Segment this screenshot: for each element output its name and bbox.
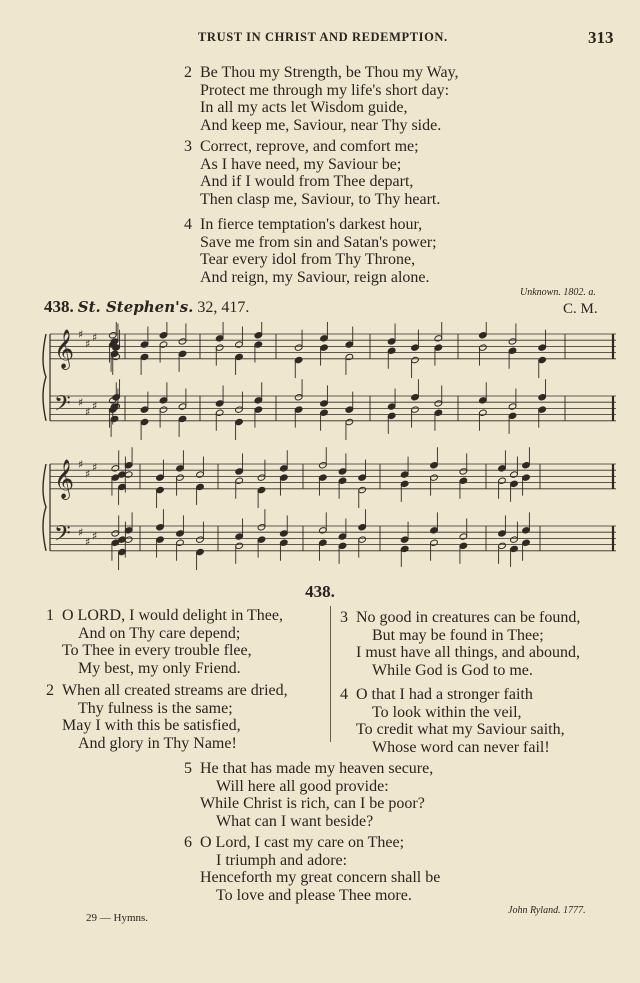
stanza-number: 3 xyxy=(340,609,348,626)
sharp-sign: ♯ xyxy=(92,331,98,345)
verse-line: In fierce temptation's darkest hour, xyxy=(200,216,423,233)
verse-line: When all created streams are dried, xyxy=(62,682,288,699)
previous-hymn-attribution: Unknown. 1802. a. xyxy=(520,287,596,298)
sharp-sign: ♯ xyxy=(92,399,98,413)
printer-signature: 29 — Hymns. xyxy=(86,912,149,924)
stanza-number: 1 xyxy=(46,607,54,624)
stanza-2 xyxy=(184,64,459,134)
verse-line: Tear every idol from Thy Throne, xyxy=(200,251,416,268)
stanza-number: 3 xyxy=(184,138,192,155)
verse-line: Henceforth my great concern shall be xyxy=(200,869,441,886)
column-divider xyxy=(330,606,331,742)
verse-line: To look within the veil, xyxy=(372,703,522,721)
running-head xyxy=(0,28,640,48)
verse-line: Whose word can never fail! xyxy=(372,738,550,756)
bass-clef: 𝄢 xyxy=(54,521,71,552)
verse-line: To Thee in every trouble flee, xyxy=(62,642,252,659)
tune-name: St. Stephen's. xyxy=(77,298,194,316)
hymn-attribution: John Ryland. 1777. xyxy=(508,905,586,916)
stanza-number: 6 xyxy=(184,834,192,851)
sharp-sign: ♯ xyxy=(85,467,91,481)
verse-line: O that I had a stronger faith xyxy=(356,686,533,703)
verse-line: I triumph and adore: xyxy=(216,851,348,869)
verse-line: Be Thou my Strength, be Thou my Way, xyxy=(200,64,459,81)
stanza-2-hymn xyxy=(46,682,288,752)
verse-line: Thy fulness is the same; xyxy=(78,699,233,717)
verse-line: Protect me through my life's short day: xyxy=(200,81,450,99)
brace xyxy=(43,334,46,421)
verse-line: He that has made my heaven secure, xyxy=(200,760,434,777)
verse-line: O Lord, I cast my care on Thee; xyxy=(200,834,405,851)
verse-line: Save me from sin and Satan's power; xyxy=(200,233,437,251)
stanza-number: 4 xyxy=(184,216,192,233)
verse-line: My best, my only Friend. xyxy=(78,659,241,677)
hymn-number: 438. xyxy=(305,582,335,601)
verse-line: And if I would from Thee depart, xyxy=(200,173,414,190)
verse-line: And glory in Thy Name! xyxy=(78,734,237,752)
stanza-3-hymn xyxy=(340,609,580,679)
stanza-number: 4 xyxy=(340,686,348,703)
stanza-number: 2 xyxy=(46,682,54,699)
verse-line: What can I want beside? xyxy=(216,812,374,830)
verse-line: To credit what my Saviour saith, xyxy=(356,721,565,738)
stanza-4 xyxy=(184,216,437,286)
verse-line: And keep me, Saviour, near Thy side. xyxy=(200,116,442,134)
verse-line: But may be found in Thee; xyxy=(372,626,544,644)
brace xyxy=(43,464,46,551)
stanza-6 xyxy=(184,834,440,904)
stanza-number: 2 xyxy=(184,64,192,81)
verse-line: And on Thy care depend; xyxy=(78,624,241,642)
verse-line: May I with this be satisfied, xyxy=(62,717,241,734)
treble-clef: 𝄞 xyxy=(54,329,75,370)
sharp-sign: ♯ xyxy=(78,328,84,341)
verse-line: No good in creatures can be found, xyxy=(356,609,581,626)
verse-line: Then clasp me, Saviour, to Thy heart. xyxy=(200,190,441,208)
verse-line: In all my acts let Wisdom guide, xyxy=(200,99,408,116)
verse-line: To love and please Thee more. xyxy=(216,886,412,904)
sharp-sign: ♯ xyxy=(78,458,84,471)
bass-clef: 𝄢 xyxy=(54,391,71,422)
sharp-sign: ♯ xyxy=(85,337,91,351)
running-title: TRUST IN CHRIST AND REDEMPTION. xyxy=(198,30,448,44)
tune-refs: 32, 417. xyxy=(197,299,250,316)
sharp-sign: ♯ xyxy=(92,461,98,475)
stanza-5 xyxy=(184,760,433,830)
verse-line: I must have all things, and abound, xyxy=(356,644,580,661)
stanza-4-hymn xyxy=(340,686,565,756)
treble-clef: 𝄞 xyxy=(54,459,75,500)
verse-line: While Christ is rich, can I be poor? xyxy=(200,795,425,812)
sharp-sign: ♯ xyxy=(92,529,98,543)
verse-line: Correct, reprove, and comfort me; xyxy=(200,138,419,155)
stanza-1 xyxy=(46,607,283,677)
verse-line: Will here all good provide: xyxy=(216,777,389,795)
verse-line: While God is God to me. xyxy=(372,661,533,679)
stanza-3 xyxy=(184,138,440,208)
sharp-sign: ♯ xyxy=(85,535,91,549)
verse-line: As I have need, my Saviour be; xyxy=(200,155,402,173)
page-number: 313 xyxy=(588,28,614,47)
tune-heading xyxy=(44,297,249,317)
tune-number: 438. xyxy=(44,297,74,316)
sharp-sign: ♯ xyxy=(78,396,84,410)
verse-line: O LORD, I would delight in Thee, xyxy=(62,607,284,624)
verse-line: And reign, my Saviour, reign alone. xyxy=(200,268,430,286)
stanza-number: 5 xyxy=(184,760,192,777)
sharp-sign: ♯ xyxy=(78,526,84,540)
sharp-sign: ♯ xyxy=(85,405,91,419)
music-score xyxy=(40,322,625,577)
tune-meter: C. M. xyxy=(563,301,598,317)
